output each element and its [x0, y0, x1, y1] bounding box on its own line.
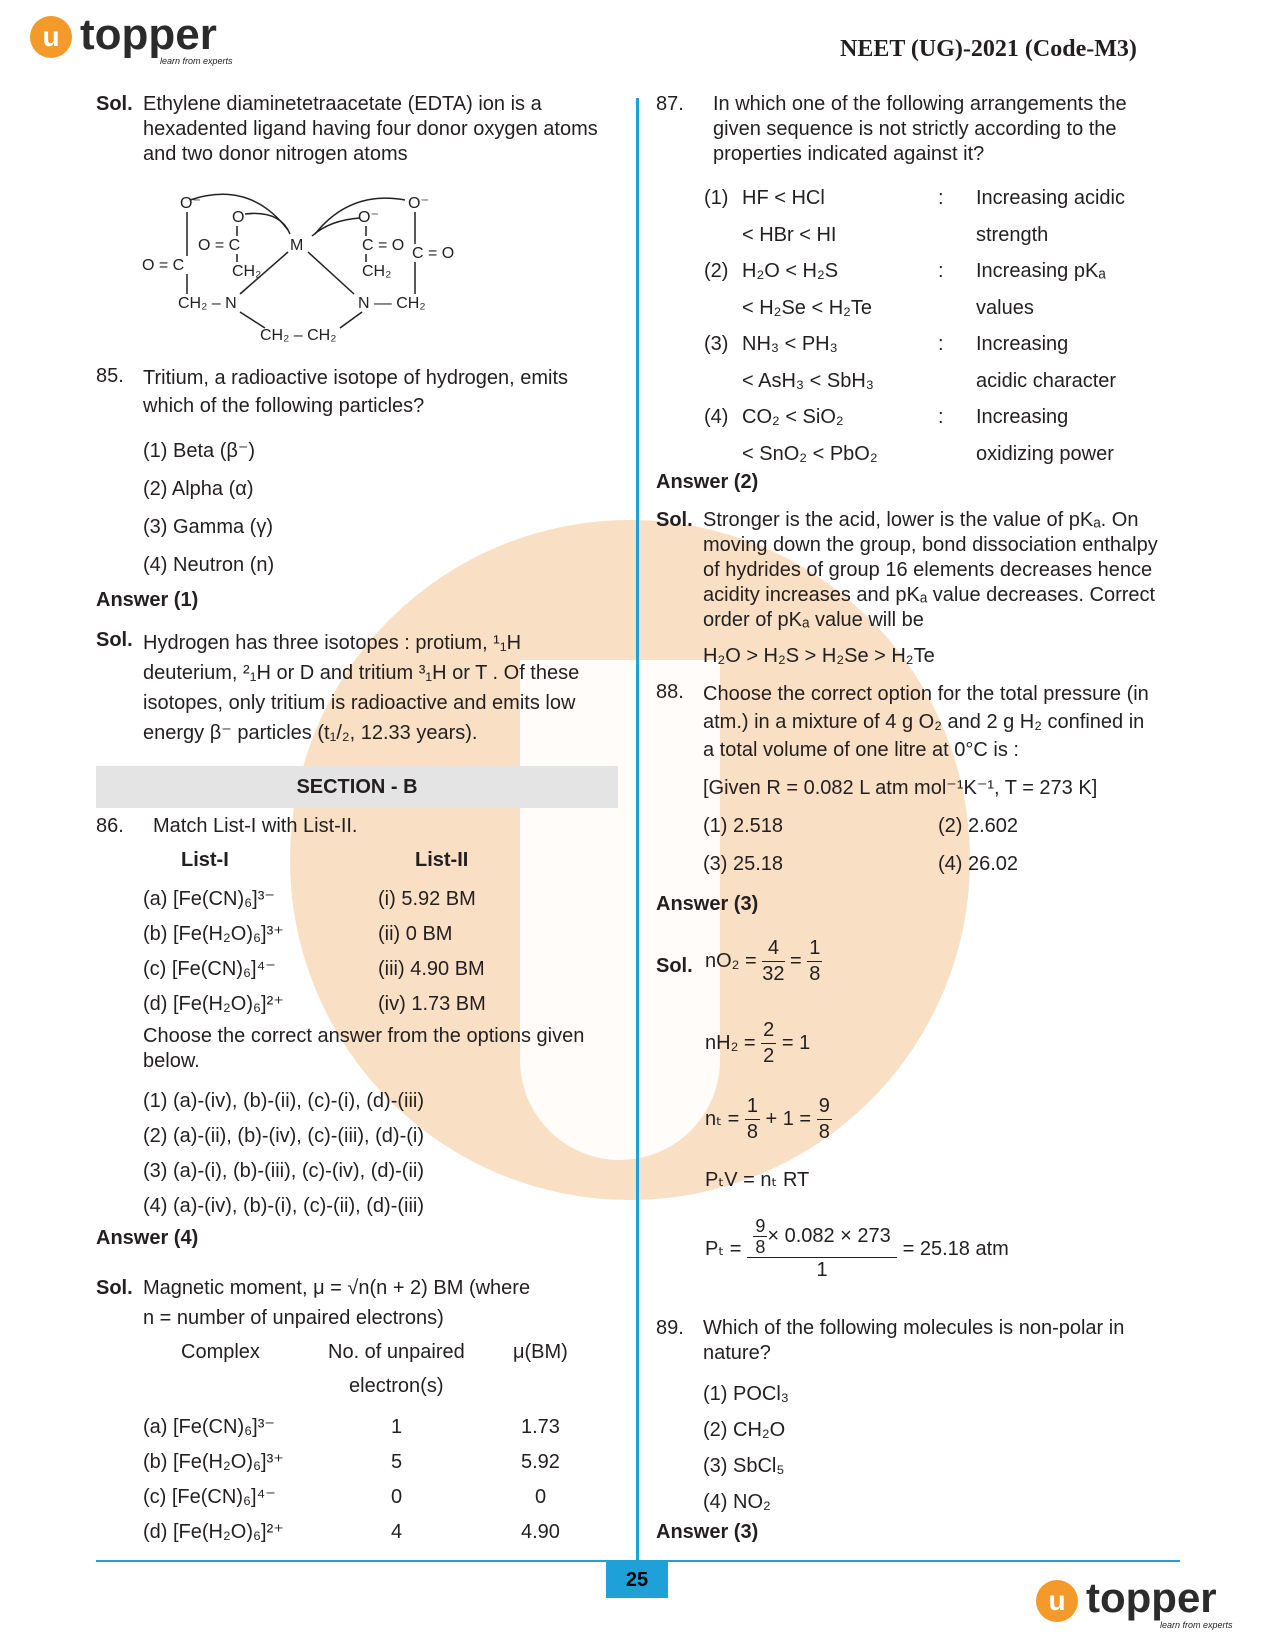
table-row: (b) [Fe(H₂O)₆]³⁺ 5 5.92 — [143, 1451, 560, 1473]
option: (4) Neutron (n) — [143, 554, 275, 576]
option: (1) (a)-(iv), (b)-(ii), (c)-(i), (d)-(iii) — [143, 1090, 425, 1112]
q88-text: Choose the correct option for the total pressure (in atm.) in a mixture of 4 g O₂ and 2 g H₂ confined in a total volume of one litre at 0°C is : — [703, 683, 1149, 761]
sol86-line1: Magnetic moment, μ = √n(n + 2) BM (where — [143, 1277, 531, 1299]
option: (1) Beta (β⁻) — [143, 440, 256, 462]
svg-text:N –– CH₂: N –– CH₂ — [358, 295, 426, 312]
q85-options — [143, 432, 274, 584]
svg-text:O⁻: O⁻ — [180, 195, 201, 212]
svg-text:O⁻: O⁻ — [232, 209, 253, 226]
equation-n-total: nₜ = $\frac{1}{8}$ + 1 = $\frac{9}{8}$ — [705, 1095, 830, 1143]
option: (1) POCl₃ — [703, 1383, 789, 1405]
svg-text:O = C: O = C — [198, 237, 241, 254]
option: (1) 2.518 — [703, 815, 784, 837]
sol86-line2: n = number of unpaired electrons) — [143, 1307, 444, 1329]
table-row: (d) [Fe(H₂O)₆]²⁺ 4 4.90 — [143, 1521, 560, 1543]
q85-text: Tritium, a radioactive isotope of hydrogen, emits which of the following particles? — [143, 367, 569, 417]
q86-answer: Answer (4) — [96, 1227, 199, 1249]
q89-number: 89. — [656, 1317, 684, 1339]
option: (4) 26.02 — [938, 853, 1019, 875]
table-head-unpaired: No. of unpaired — [328, 1341, 465, 1363]
sol87-text: Stronger is the acid, lower is the value of pKₐ. On moving down the group, bond dissociation enthalpy of hydrides of group 16 elements decreases hence acidity increases and pKₐ value decreases. Correct order of pKₐ value will be — [703, 509, 1158, 631]
option: (2) 2.602 — [938, 815, 1019, 837]
q87-number: 87. — [656, 93, 684, 115]
table-head-mu: μ(BM) — [513, 1341, 568, 1363]
brand-tagline: learn from experts — [160, 56, 233, 66]
svg-text:CH₂: CH₂ — [232, 263, 262, 280]
svg-text:O⁻: O⁻ — [358, 209, 379, 226]
list2-heading: List-II — [415, 849, 469, 871]
option: (2) (a)-(ii), (b)-(iv), (c)-(iii), (d)-(i) — [143, 1125, 425, 1147]
sol88-label: Sol. — [656, 955, 693, 977]
svg-text:O⁻: O⁻ — [408, 195, 429, 212]
q86-instruction: Choose the correct answer from the options given below. — [143, 1025, 585, 1072]
sol87-order: H₂O > H₂S > H₂Se > H₂Te — [703, 645, 935, 667]
q89-options — [703, 1376, 789, 1520]
table-head-electrons: electron(s) — [349, 1375, 444, 1397]
exam-title: NEET (UG)-2021 (Code-M3) — [840, 36, 1137, 62]
option: (3) (a)-(i), (b)-(iii), (c)-(iv), (d)-(ii) — [143, 1160, 425, 1182]
q87-options: (1) HF < HCl : Increasing acidic < HBr < HI strength (2) H₂O < H₂S : Increasing pKₐ < H₂Se < H₂Te values (3) NH₃ < PH₃ : Increasing < AsH₃ < SbH₃ acidic character (4) CO₂ < SiO₂ : Increasing < SnO₂ < PbO₂ oxidizing power — [704, 187, 1125, 465]
q89-answer: Answer (3) — [656, 1521, 759, 1543]
svg-text:M: M — [290, 237, 304, 254]
table-row: (a) [Fe(CN)₆]³⁻ 1 1.73 — [143, 1416, 560, 1438]
equation-n-h2: nH₂ = $\frac{2}{2}$ = 1 — [705, 1019, 811, 1067]
svg-text:O = C: O = C — [142, 257, 185, 274]
q85-answer: Answer (1) — [96, 589, 199, 611]
topper-logo-icon: u — [30, 16, 72, 58]
option: (3) Gamma (γ) — [143, 516, 273, 538]
q88-given: [Given R = 0.082 L atm mol⁻¹K⁻¹, T = 273 K] — [703, 777, 1098, 799]
footer-brand: topper — [1086, 1574, 1217, 1621]
q86-options — [143, 1084, 424, 1224]
option: (2) CH₂O — [703, 1419, 786, 1441]
option: (3) 25.18 — [703, 853, 784, 875]
equation-n-o2: nO₂ = $\frac{4}{32}$ = $\frac{1}{8}$ — [705, 937, 821, 985]
q88-answer: Answer (3) — [656, 893, 759, 915]
q87-text: In which one of the following arrangements the given sequence is not strictly according to the properties indicated against it? — [713, 93, 1127, 165]
sol86-label: Sol. — [96, 1277, 133, 1299]
q86-number: 86. — [96, 815, 124, 837]
sol85-text: Hydrogen has three isotopes : protium, ¹₁H deuterium, ²₁H or D and tritium ³₁H or T . Of these isotopes, only tritium is radioactive and emits low energy β⁻ particles (t₁/₂, 12.33 years). — [143, 632, 580, 744]
sol84-label: Sol. — [96, 93, 133, 115]
section-b-header: SECTION - B — [96, 766, 618, 808]
table-row: (c) [Fe(CN)₆]⁴⁻ 0 0 — [143, 1486, 547, 1508]
q86-text: Match List-I with List-II. — [153, 815, 358, 837]
table-head-complex: Complex — [181, 1341, 260, 1363]
column-divider — [636, 98, 639, 1560]
sol85-label: Sol. — [96, 629, 133, 651]
q85-number: 85. — [96, 365, 124, 387]
option: (2) Alpha (α) — [143, 478, 254, 500]
list1: (a) [Fe(CN)₆]³⁻ (b) [Fe(H₂O)₆]³⁺ (c) [Fe(CN)₆]⁴⁻ (d) [Fe(H₂O)₆]²⁺ — [143, 888, 284, 1015]
equation-ideal-gas: PₜV = nₜ RT — [705, 1169, 810, 1191]
option: (4) (a)-(iv), (b)-(i), (c)-(ii), (d)-(iii) — [143, 1195, 425, 1217]
q89-text: Which of the following molecules is non-polar in nature? — [703, 1317, 1125, 1364]
svg-text:CH₂ – CH₂: CH₂ – CH₂ — [260, 327, 337, 344]
magnetic-moment-table — [143, 1410, 603, 1550]
list2: (i) 5.92 BM (ii) 0 BM (iii) 4.90 BM (iv) 1.73 BM — [378, 888, 486, 1015]
option: (3) SbCl₅ — [703, 1455, 785, 1477]
page-number: 25 — [606, 1562, 668, 1598]
q87-answer: Answer (2) — [656, 471, 759, 493]
footer-logo-icon: u — [1036, 1580, 1078, 1622]
svg-text:CH₂ – N: CH₂ – N — [178, 295, 237, 312]
equation-pressure: Pₜ = $\frac{9}{8}$ × 0.082 × 273 1 = 25.18 atm — [705, 1216, 1009, 1281]
svg-text:CH₂: CH₂ — [362, 263, 392, 280]
q88-number: 88. — [656, 681, 684, 703]
svg-text:C = O: C = O — [412, 245, 455, 262]
option: (4) NO₂ — [703, 1491, 771, 1513]
edta-structure-diagram — [140, 190, 480, 350]
sol84-text: Ethylene diaminetetraacetate (EDTA) ion is a hexadented ligand having four donor oxygen atoms and two donor nitrogen atoms — [143, 93, 598, 165]
svg-text:C = O: C = O — [362, 237, 405, 254]
sol87-label: Sol. — [656, 509, 693, 531]
brand-name: topper — [80, 10, 217, 59]
list1-heading: List-I — [181, 849, 229, 871]
footer-tagline: learn from experts — [1160, 1620, 1233, 1630]
